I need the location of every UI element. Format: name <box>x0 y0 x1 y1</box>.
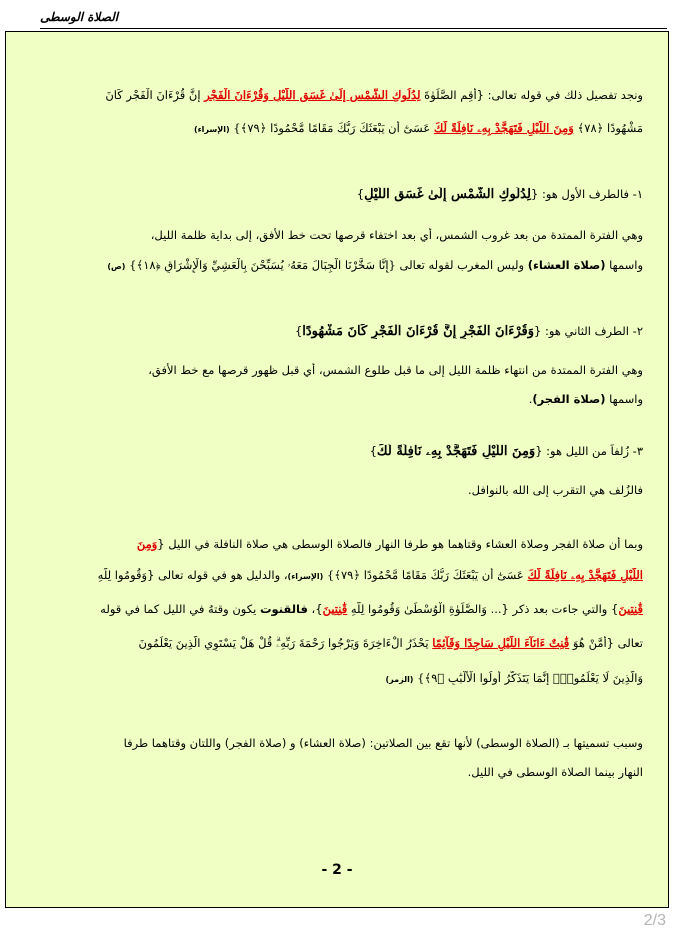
section-1-heading: ١- فالطرف الأول هو: {لِدُلُوكِ الشَّمْسِ إِلَىٰ غَسَقِ اللَّيْلِ} <box>356 187 643 202</box>
intro-line-2: مَشْهُودًا ﴿٧٨﴾ وَمِنَ اللَّيْلِ فَتَهَجَّدْ بِهِۦ نَافِلَةً لَّكَ عَسَىٰٓ أَن يَبْعَثَكَ رَبُّكَ مَقَامًا مَّحْمُودًا ﴿٧٩﴾} (الإسراء) <box>193 121 643 135</box>
section-2-line-1: وهي الفترة الممتدة من انتهاء ظلمة الليل إلى ما قبل طلوع الشمس، أي قبل ظهور قرصها مع خط الأفق، <box>148 363 643 377</box>
intro-line-1: ونجد تفصيل ذلك في قوله تعالى: {أَقِمِ الصَّلَوٰةَ لِدُلُوكِ الشَّمْسِ إِلَىٰ غَسَقِ اللَّيْلِ وَقُرْءَانَ الْفَجْرِ إِنَّ قُرْءَانَ الْفَجْرِ كَانَ <box>105 88 643 102</box>
document-page <box>5 31 669 908</box>
paragraph-4-line-5: وَالَّذِينَ لَا يَعْلَمُونَۗ إِنَّمَا يَتَذَكَّرُ أُولُوا الْأَلْبَٰبِ ﴿٩﴾} (الزمر) <box>385 671 643 685</box>
paragraph-5-line-2: النهار بينما الصلاة الوسطى في الليل. <box>467 765 643 779</box>
paragraph-5-line-1: وسبب تسميتها بـ (الصلاة الوسطى) لأنها تقع بين الصلاتين: (صلاة العشاء) و (صلاة الفجر) واللتان وقتاهما طرفا <box>123 736 643 750</box>
surah-ref: (ص) <box>107 262 126 271</box>
paragraph-4-line-4: تعالى {أَمَّنْ هُوَ قَٰنِتٌ ءَانَآءَ اللَّيْلِ سَاجِدًا وَقَآئِمًا يَحْذَرُ الْءَاخِرَةَ وَيَرْجُوا رَحْمَةَ رَبِّهِۦۗ قُلْ هَلْ يَسْتَوِي الَّذِينَ يَعْلَمُونَ <box>138 636 643 650</box>
section-1-line-2: واسمها (صلاة العشاء) وليس المغرب لقوله تعالى {إِنَّا سَخَّرْنَا الْجِبَالَ مَعَهُۥ يُسَبِّحْنَ بِالْعَشِيِّ وَالْإِشْرَاقِ ﴿١٨﴾} (ص) <box>107 258 643 272</box>
paragraph-4-line-1: وبما أن صلاة الفجر وصلاة العشاء وقتاهما هو طرفا النهار فالصلاة الوسطى هي صلاة النافلة في الليل {وَمِنَ <box>136 537 643 551</box>
section-2-heading: ٢- الطرف الثاني هو: {وَقُرْءَانَ الْفَجْرِ إِنَّ قُرْءَانَ الْفَجْرِ كَانَ مَشْهُودًا} <box>294 324 643 339</box>
highlighted-ayah: لِدُلُوكِ الشَّمْسِ إِلَىٰ غَسَقِ اللَّيْلِ وَقُرْءَانَ الْفَجْرِ <box>204 88 421 102</box>
section-3-heading: ٣- زُلفاً من الليل هو: {وَمِنَ اللَّيْلِ فَتَهَجَّدْ بِهِۦ نَافِلَةً لَّكَ} <box>369 444 643 459</box>
surah-ref: (الإسراء) <box>193 125 230 134</box>
header-title: الصلاة الوسطى <box>40 10 119 24</box>
viewer-page-indicator: 2/3 <box>643 912 666 929</box>
paragraph-4-line-2: اللَّيْلِ فَتَهَجَّدْ بِهِۦ نَافِلَةً لَّكَ عَسَىٰٓ أَن يَبْعَثَكَ رَبُّكَ مَقَامًا مَّحْمُودًا ﴿٧٩﴾} (الإسراء)، والدليل هو في قوله تعالى {وَقُومُوا لِلَّهِ <box>97 568 643 582</box>
page-footer-number: - 2 - <box>321 862 353 878</box>
highlighted-ayah: وَمِنَ اللَّيْلِ فَتَهَجَّدْ بِهِۦ نَافِلَةً لَّكَ <box>433 121 574 135</box>
section-3-line-1: فالزُلف هي التقرب إلى الله بالنوافل. <box>468 483 643 497</box>
section-2-line-2: واسمها (صلاة الفجر). <box>528 392 643 406</box>
surah-ref: (الزمر) <box>385 675 414 684</box>
paragraph-4-line-3: قَٰنِتِينَ} والتي جاءت بعد ذكر {... وَالصَّلَوٰةِ الْوُسْطَىٰ وَقُومُوا لِلَّهِ قَٰنِتِينَ}، فالقنوت يكون وقتهُ في الليل كما في قوله <box>100 602 643 616</box>
page-header <box>0 0 674 30</box>
header-rule <box>40 28 667 29</box>
section-1-line-1: وهي الفترة الممتدة من بعد غروب الشمس، أي بعد اختفاء قرصها تحت خط الأفق، إلى بداية ظلمة الليل، <box>150 228 643 242</box>
surah-ref: (الإسراء) <box>287 572 324 581</box>
